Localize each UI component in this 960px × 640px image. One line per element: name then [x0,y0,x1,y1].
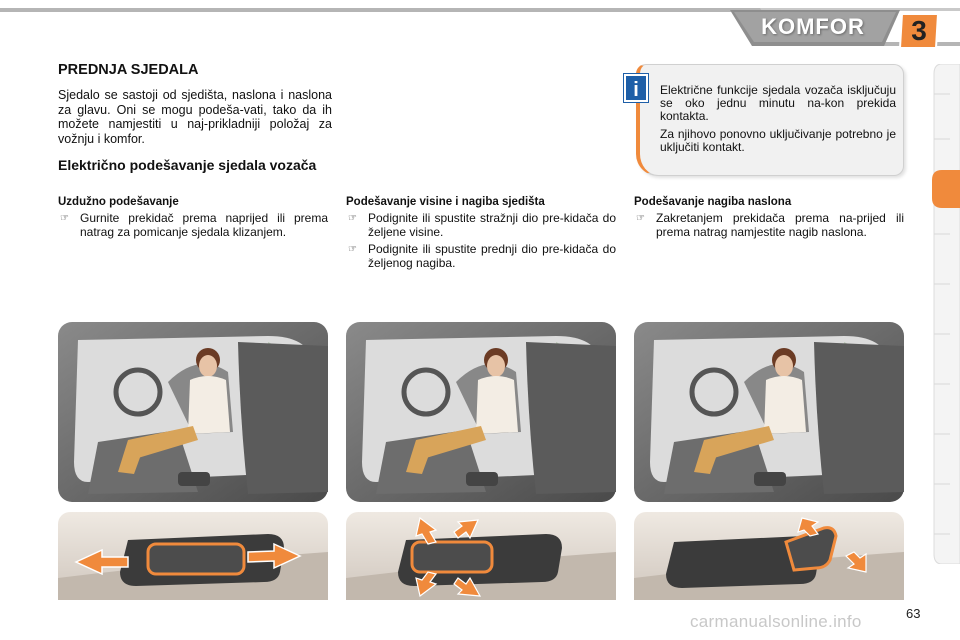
list-item: ☞ Zakretanjem prekidača prema na-prijed ili prema natrag namjestite nagib naslona. [636,211,904,239]
pointing-hand-icon: ☞ [60,213,69,224]
seat-illustration-height-tilt [346,322,616,502]
subsection-title: Električno podešavanje sjedala vozača [58,157,317,173]
pointing-hand-icon: ☞ [348,213,357,224]
watermark: carmanualsonline.info [690,612,862,631]
page-number: 63 [906,606,921,621]
chapter-title: KOMFOR [761,14,865,39]
bullet-list-height-tilt [346,212,616,274]
info-paragraph-2: Za njihovo ponovno uključivanje potrebno je uključiti kontakt. [660,127,896,154]
switch-closeup-backrest [634,512,904,600]
intro-paragraph: Sjedalo se sastoji od sjedišta, naslona i naslona za glavu. Oni se mogu podeša-vati, tako da ih možete namjestiti u naj-prikladniji položaj za vožnju i komfor. [58,88,332,146]
switch-closeup-longitudinal [58,512,328,600]
bullet-list-backrest [634,212,904,243]
bullet-list-longitudinal [58,212,328,243]
info-paragraph-1: Električne funkcije sjedala vozača isključuju se oko jednu minutu na-kon prekida kontakta. [660,83,896,123]
list-item: ☞ Podignite ili spustite stražnji dio pre-kidača do željene visine. [348,211,616,239]
info-icon: i [624,74,648,102]
list-item: ☞ Podignite ili spustite prednji dio pre-kidača do željenog nagiba. [348,242,616,270]
seat-illustration-longitudinal [58,322,328,502]
column-heading-longitudinal: Uzdužno podešavanje [58,196,179,208]
seat-illustration-backrest [634,322,904,502]
pointing-hand-icon: ☞ [636,213,645,224]
pointing-hand-icon: ☞ [348,244,357,255]
section-title: PREDNJA SJEDALA [58,62,199,78]
column-heading-backrest: Podešavanje nagiba naslona [634,196,792,208]
list-item: ☞ Gurnite prekidač prema naprijed ili prema natrag za pomicanje sjedala klizanjem. [60,211,328,239]
column-heading-height-tilt: Podešavanje visine i nagiba sjedišta [346,196,545,208]
side-tabs [926,64,960,564]
switch-closeup-height-tilt [346,512,616,600]
chapter-number: 3 [911,15,927,46]
